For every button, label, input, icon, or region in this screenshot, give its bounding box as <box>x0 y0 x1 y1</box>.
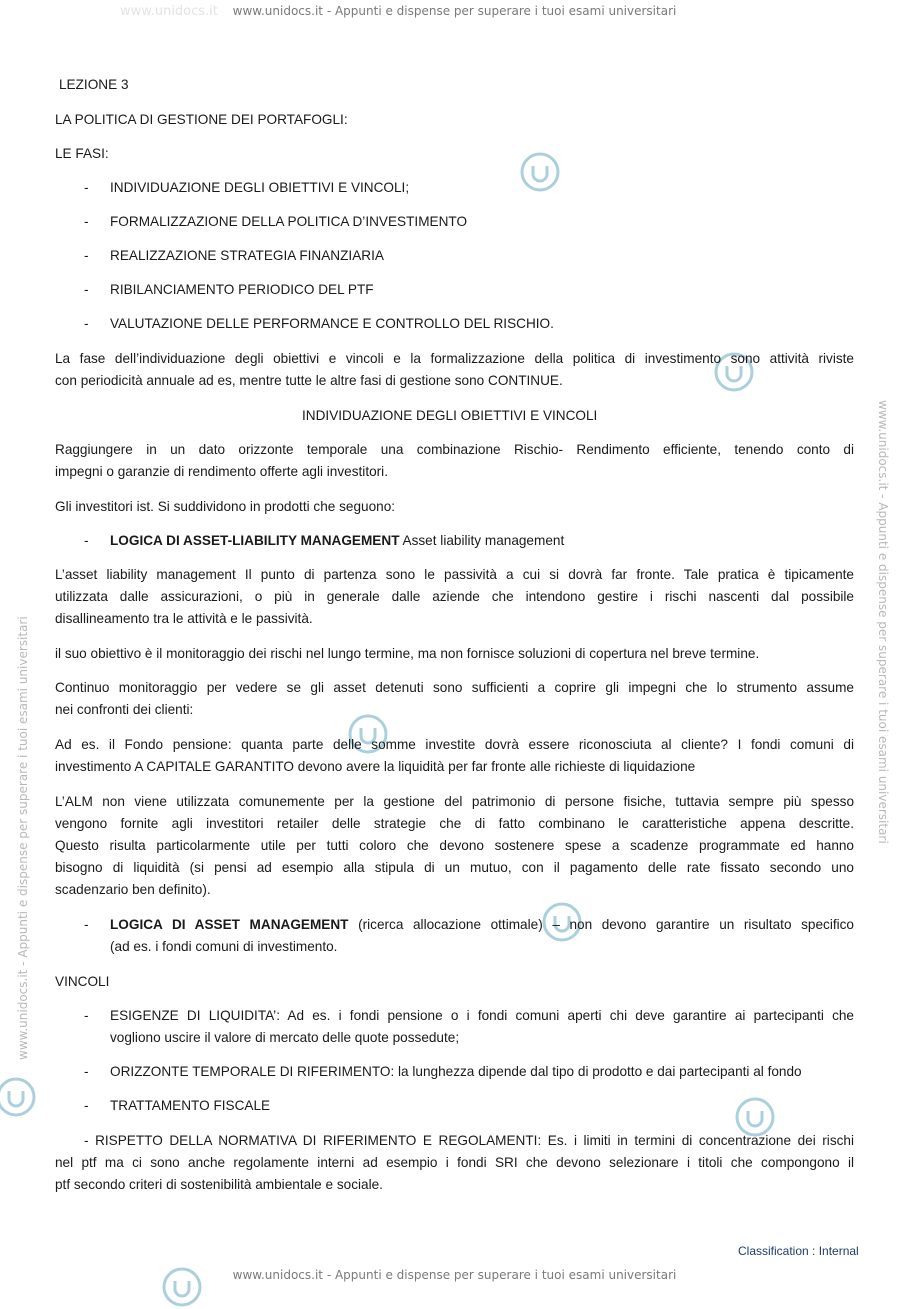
alm-bold-label: LOGICA DI ASSET-LIABILITY MANAGEMENT <box>110 533 400 548</box>
paragraph-line: Ad es. il Fondo pensione: quanta parte delle somme investite dovrà essere riconosciuta al cliente? I fondi comuni di <box>55 737 854 752</box>
alm-description: Asset liability management <box>399 533 565 548</box>
lesson-number: LEZIONE 3 <box>59 77 129 92</box>
paragraph-line: vengono fornite agli investitori retailer delle strategie che di fatto combinano le caratteristiche appena descritte. <box>55 816 854 831</box>
list-item: VALUTAZIONE DELLE PERFORMANCE E CONTROLLO DEL RISCHIO. <box>110 316 554 331</box>
paragraph-line: L’asset liability management Il punto di partenza sono le passività a cui si dovrà far fronte. Tale pratica è tipicamente <box>55 567 854 582</box>
paragraph-line: il suo obiettivo è il monitoraggio dei rischi nel lungo termine, ma non fornisce soluzioni di copertura nel breve termine. <box>55 646 760 661</box>
watermark-footer: www.unidocs.it - Appunti e dispense per superare i tuoi esami universitari <box>232 1268 677 1282</box>
paragraph-line: nei confronti dei clienti: <box>55 702 194 717</box>
paragraph-line: disallineamento tra le attività e le passività. <box>55 611 313 626</box>
paragraph-line: impegni o garanzie di rendimento offerte agli investitori. <box>55 464 388 479</box>
list-item <box>110 533 564 548</box>
unidocs-logo-icon <box>518 150 562 194</box>
am-bold-label: LOGICA DI ASSET MANAGEMENT <box>110 917 349 932</box>
watermark-side-left: www.unidocs.it - Appunti e dispense per superare i tuoi esami universitari <box>16 616 30 1060</box>
paragraph-line: Questo risulta particolarmente utile per tutti coloro che devono sostenere spese a scadenze programmate ed hanno <box>55 838 854 853</box>
list-bullet: - <box>84 1098 89 1113</box>
list-bullet: - <box>84 248 89 263</box>
paragraph-line: L’ALM non viene utilizzata comunemente per la gestione del patrimonio di persone fisiche, tuttavia sempre più spesso <box>55 794 854 809</box>
list-bullet: - <box>84 1064 89 1079</box>
list-item: REALIZZAZIONE STRATEGIA FINANZIARIA <box>110 248 384 263</box>
list-item-continuation: vogliono uscire il valore di mercato delle quote possedute; <box>110 1030 460 1045</box>
paragraph-line: utilizzata dalle assicurazioni, o più in generale dalle aziende che intendono gestire i rischi nascenti dal possibile <box>55 589 854 604</box>
list-item-continuation: (ad es. i fondi comuni di investimento. <box>110 939 338 954</box>
list-item: ORIZZONTE TEMPORALE DI RIFERIMENTO: la lunghezza dipende dal tipo di prodotto e dai partecipanti al fondo <box>110 1064 802 1079</box>
list-bullet: - <box>84 316 89 331</box>
phases-label: LE FASI: <box>55 146 109 161</box>
unidocs-logo-icon <box>160 1265 204 1309</box>
paragraph-line: - RISPETTO DELLA NORMATIVA DI RIFERIMENTO E REGOLAMENTI: Es. i limiti in termini di concentrazione dei rischi <box>84 1133 854 1148</box>
list-item: ESIGENZE DI LIQUIDITA’: Ad es. i fondi pensione o i fondi comuni aperti chi deve garantire ai partecipanti che <box>110 1008 854 1023</box>
paragraph-line: bisogno di liquidità (si pensi ad esempio alla stipula di un mutuo, con il pagamento delle rate fissato secondo uno <box>55 860 854 875</box>
paragraph-line: La fase dell’individuazione degli obiettivi e vincoli e la formalizzazione della politica di investimento sono attività riviste <box>55 351 854 366</box>
paragraph-line: nel ptf ma ci sono anche regolamente interni ad esempio i fondi SRI che devono selezionare i titoli che compongono il <box>55 1155 854 1170</box>
list-bullet: - <box>84 533 89 548</box>
paragraph-line: Gli investitori ist. Si suddividono in prodotti che seguono: <box>55 499 396 514</box>
list-bullet: - <box>84 282 89 297</box>
list-item: RIBILANCIAMENTO PERIODICO DEL PTF <box>110 282 374 297</box>
paragraph-line: investimento A CAPITALE GARANTITO devono avere la liquidità per far fronte alle richieste di liquidazione <box>55 759 696 774</box>
paragraph-line: scadenzario ben definito). <box>55 882 211 897</box>
ghost-watermark-left: www.unidocs.it <box>120 4 218 19</box>
unidocs-logo-icon <box>0 1075 38 1119</box>
paragraph-line: con periodicità annuale ad es, mentre tutte le altre fasi di gestione sono CONTINUE. <box>55 373 563 388</box>
list-item: TRATTAMENTO FISCALE <box>110 1098 271 1113</box>
watermark-side-right: www.unidocs.it - Appunti e dispense per superare i tuoi esami universitari <box>876 400 890 844</box>
list-bullet: - <box>84 917 89 932</box>
vincoli-label: VINCOLI <box>55 974 110 989</box>
list-item: INDIVIDUAZIONE DEGLI OBIETTIVI E VINCOLI; <box>110 180 410 195</box>
list-bullet: - <box>84 180 89 195</box>
am-description: (ricerca allocazione ottimale) – non devono garantire un risultato specifico <box>348 917 854 932</box>
paragraph-line: Raggiungere in un dato orizzonte temporale una combinazione Rischio- Rendimento efficiente, tenendo conto di <box>55 442 854 457</box>
list-item: FORMALIZZAZIONE DELLA POLITICA D’INVESTIMENTO <box>110 214 468 229</box>
list-bullet: - <box>84 1008 89 1023</box>
classification-label: Classification : Internal <box>738 1244 859 1258</box>
list-bullet: - <box>84 214 89 229</box>
list-item <box>110 917 854 932</box>
paragraph-line: Continuo monitoraggio per vedere se gli asset detenuti sono sufficienti a coprire gli impegni che lo strumento assume <box>55 680 854 695</box>
page-title: LA POLITICA DI GESTIONE DEI PORTAFOGLI: <box>55 112 348 127</box>
paragraph-line: ptf secondo criteri di sostenibilità ambientale e sociale. <box>55 1177 383 1192</box>
watermark-header: www.unidocs.it - Appunti e dispense per superare i tuoi esami universitari <box>232 4 677 18</box>
section-heading: INDIVIDUAZIONE DEGLI OBIETTIVI E VINCOLI <box>302 408 598 423</box>
